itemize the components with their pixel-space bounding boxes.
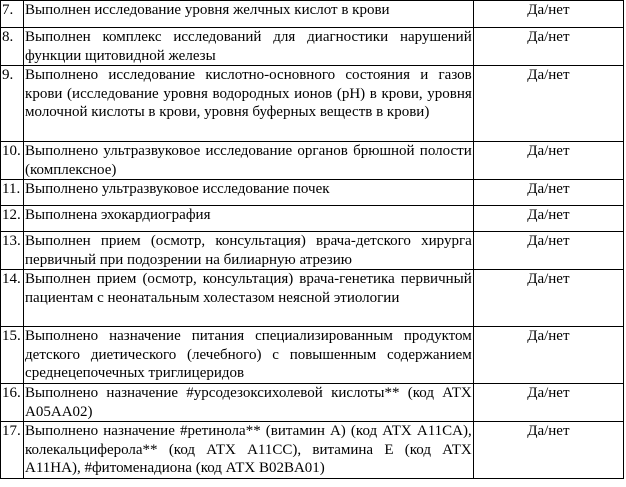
criterion-text: Выполнено ультразвуковое исследование почек [24, 180, 474, 206]
answer-cell: Да/нет [473, 180, 623, 206]
table-row [1, 142, 624, 180]
criterion-text: Выполнено исследование кислотно-основного состояния и газов крови (исследование уровня водородных ионов (pH) в крови, уровня молочной кислоты в крови, уровня буферных веществ в крови) [24, 66, 474, 142]
row-number: 17. [1, 422, 24, 479]
criterion-text: Выполнено ультразвуковое исследование органов брюшной полости (комплексное) [25, 143, 472, 178]
table-row [1, 206, 624, 232]
row-number: 10. [1, 142, 24, 180]
criterion-text: Выполнено назначение #урсодезоксихолевой кислоты** (код АТХ A05AA02) [25, 385, 472, 420]
table-row [1, 66, 624, 142]
table-row [1, 28, 624, 66]
answer-cell: Да/нет [473, 327, 623, 384]
answer-cell: Да/нет [473, 1, 623, 28]
row-number: 15. [1, 327, 24, 384]
row-number: 7. [1, 1, 24, 28]
row-number: 14. [1, 270, 24, 327]
criterion-text: Выполнено назначение #ретинола** (витамин A) (код АТХ A11CA), колекальциферола** (код АТХ A11CC), витамина E (код АТХ A11HA), #фитоменадиона (код АТХ B02BA01) [24, 422, 474, 479]
row-number: 9. [1, 66, 24, 142]
answer-cell: Да/нет [473, 28, 623, 66]
table-row [1, 422, 624, 479]
row-number: 8. [1, 28, 24, 66]
criterion-text: Выполнен исследование уровня желчных кислот в крови [24, 1, 474, 28]
answer-cell: Да/нет [473, 206, 623, 232]
criterion-text: Выполнен прием (осмотр, консультация) врача-детского хирурга первичный при подозрении на билиарную атрезию [25, 233, 472, 268]
criterion-text: Выполнена эхокардиография [24, 206, 474, 232]
row-number: 16. [1, 384, 24, 422]
table-row [1, 1, 624, 28]
criterion-text: Выполнен прием (осмотр, консультация) врача-генетика первичный пациентам с неонатальным холестазом неясной этиологии [24, 270, 474, 327]
criterion-text: Выполнен комплекс исследований для диагностики нарушений функции щитовидной железы [25, 29, 472, 64]
answer-cell: Да/нет [473, 232, 623, 270]
table-row [1, 180, 624, 206]
answer-cell: Да/нет [473, 384, 623, 422]
answer-cell: Да/нет [473, 270, 623, 327]
table-row [1, 384, 624, 422]
criterion-text: Выполнено назначение питания специализированным продуктом детского диетического (лечебного) с повышенным содержанием среднецепочечных триглицеридов [24, 327, 474, 384]
row-number: 11. [1, 180, 24, 206]
row-number: 12. [1, 206, 24, 232]
answer-cell: Да/нет [473, 66, 623, 142]
answer-cell: Да/нет [473, 422, 623, 479]
table-row [1, 270, 624, 327]
table-row [1, 232, 624, 270]
table-row [1, 327, 624, 384]
row-number: 13. [1, 232, 24, 270]
answer-cell: Да/нет [473, 142, 623, 180]
